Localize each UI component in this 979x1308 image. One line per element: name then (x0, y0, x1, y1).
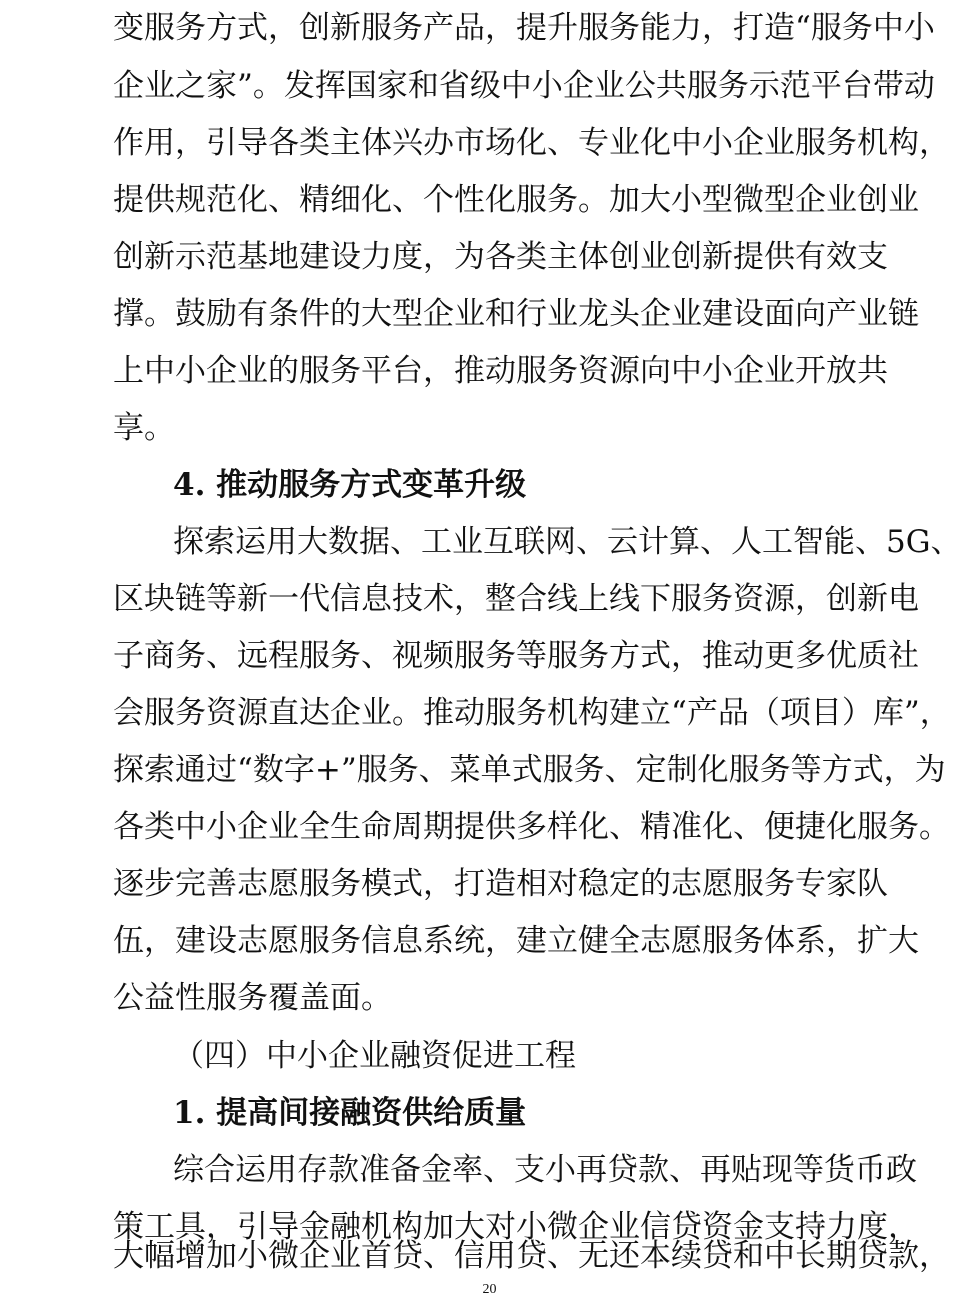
paragraph-line: 会服务资源直达企业。推动服务机构建立“产品（项目）库”， (113, 695, 951, 731)
paragraph-line: 策工具，引导金融机构加大对小微企业信贷资金支持力度， (113, 1209, 919, 1245)
paragraph-line: 撑。鼓励有条件的大型企业和行业龙头企业建设面向产业链 (113, 296, 919, 332)
paragraph-line: 探索通过“数字+”服务、菜单式服务、定制化服务等方式，为 (113, 752, 946, 788)
paragraph-line: 作用，引导各类主体兴办市场化、专业化中小企业服务机构， (113, 125, 950, 161)
paragraph-line: 享。 (113, 410, 175, 446)
paragraph-line: 提供规范化、精细化、个性化服务。加大小型微型企业创业 (113, 182, 919, 218)
paragraph-line: 上中小企业的服务平台，推动服务资源向中小企业开放共 (113, 353, 888, 389)
paragraph-line: 探索运用大数据、工业互联网、云计算、人工智能、5G、 (173, 524, 962, 560)
paragraph-line: 大幅增加小微企业首贷、信用贷、无还本续贷和中长期贷款， (113, 1238, 950, 1274)
paragraph-line: 变服务方式，创新服务产品，提升服务能力，打造“服务中小 (113, 10, 935, 46)
paragraph-line: 逐步完善志愿服务模式，打造相对稳定的志愿服务专家队 (113, 866, 888, 902)
paragraph-line: 公益性服务覆盖面。 (113, 980, 392, 1016)
paragraph-line: 综合运用存款准备金率、支小再贷款、再贴现等货币政 (173, 1152, 917, 1188)
subsection-heading-1: 1. 提高间接融资供给质量 (173, 1095, 527, 1131)
paragraph-line: 创新示范基地建设力度，为各类主体创业创新提供有效支 (113, 239, 888, 275)
section-heading: （四）中小企业融资促进工程 (173, 1038, 576, 1074)
paragraph-line: 子商务、远程服务、视频服务等服务方式，推动更多优质社 (113, 638, 919, 674)
paragraph-line: 伍，建设志愿服务信息系统，建立健全志愿服务体系，扩大 (113, 923, 919, 959)
paragraph-line: 企业之家”。发挥国家和省级中小企业公共服务示范平台带动 (113, 68, 935, 104)
paragraph-line: 各类中小企业全生命周期提供多样化、精准化、便捷化服务。 (113, 809, 950, 845)
page-number: 20 (482, 1282, 497, 1297)
subsection-heading-4: 4. 推动服务方式变革升级 (173, 467, 527, 503)
paragraph-line: 区块链等新一代信息技术，整合线上线下服务资源，创新电 (113, 581, 919, 617)
